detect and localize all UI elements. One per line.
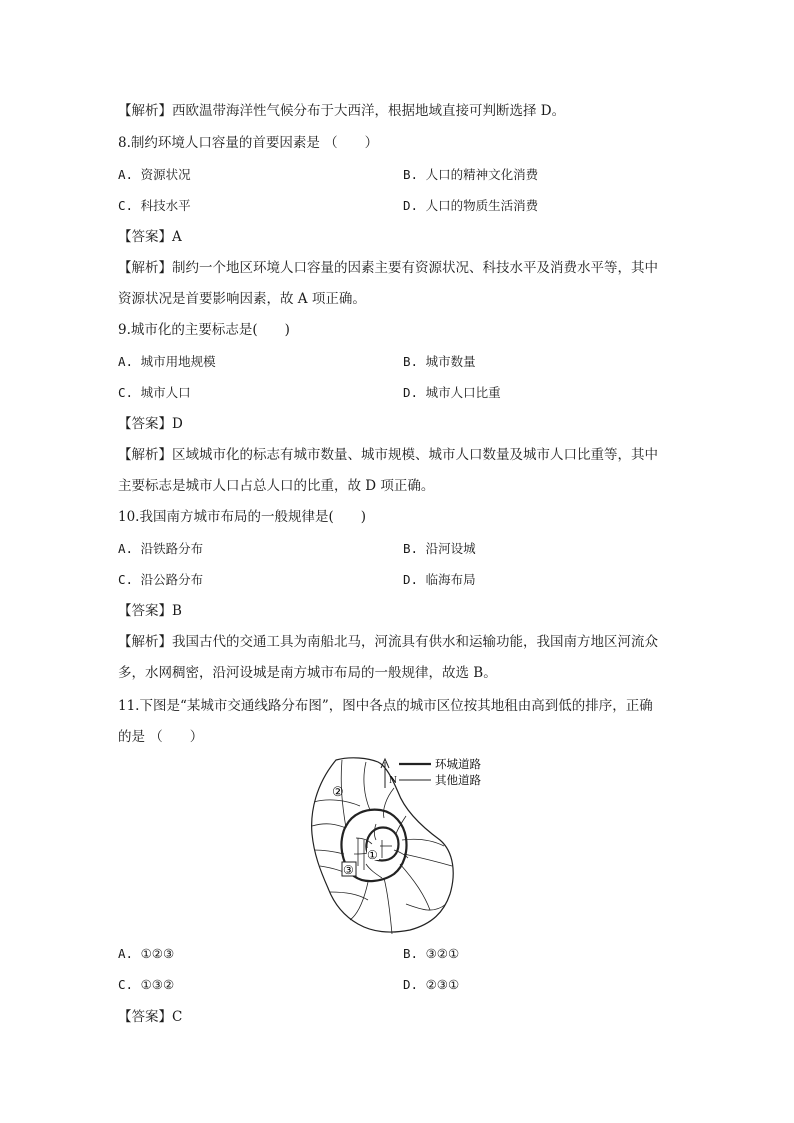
q9-stem: 9.城市化的主要标志是( ) — [118, 322, 290, 338]
q8-analysis-line1: 【解析】制约一个地区环境人口容量的因素主要有资源状况、科技水平及消费水平等，其中 — [118, 260, 658, 276]
q8-option-d: D. 人口的物质生活消费 — [403, 198, 539, 213]
north-arrow-icon — [381, 759, 389, 788]
q11-answer: 【答案】C — [118, 1009, 183, 1025]
map-point-2: ② — [332, 785, 344, 800]
q8-option-c: C. 科技水平 — [118, 198, 191, 213]
q8-option-b: B. 人口的精神文化消费 — [403, 167, 539, 182]
legend-ring-road-label: 环城道路 — [435, 757, 481, 771]
q11-stem-line2: 的是 （ ） — [118, 729, 204, 745]
map-point-3: ③ — [343, 863, 354, 877]
legend-other-road-label: 其他道路 — [435, 773, 481, 787]
q10-analysis-line2: 多，水网稠密，沿河设城是南方城市布局的一般规律，故选 B。 — [118, 665, 497, 681]
q8-analysis-line2: 资源状况是首要影响因素，故 A 项正确。 — [118, 291, 366, 307]
q8-stem: 8.制约环境人口容量的首要因素是 （ ） — [118, 135, 379, 151]
q9-answer: 【答案】D — [118, 416, 183, 432]
q8-option-a: A. 资源状况 — [118, 167, 191, 182]
q10-option-d: D. 临海布局 — [403, 572, 476, 587]
q11-option-d: D. ②③① — [403, 977, 460, 992]
q9-analysis-line2: 主要标志是城市人口占总人口的比重，故 D 项正确。 — [118, 478, 435, 494]
q10-answer: 【答案】B — [118, 603, 182, 619]
q9-option-b: B. 城市数量 — [403, 354, 476, 369]
map-point-1: ① — [367, 848, 378, 862]
q9-option-a: A. 城市用地规模 — [118, 354, 216, 369]
q10-option-b: B. 沿河设城 — [403, 541, 476, 556]
q10-option-c: C. 沿公路分布 — [118, 572, 204, 587]
q10-stem: 10.我国南方城市布局的一般规律是( ) — [118, 509, 367, 525]
q11-stem-line1: 11.下图是“某城市交通线路分布图”，图中各点的城市区位按其地租由高到低的排序，正确 — [118, 698, 653, 714]
q11-option-a: A. ①②③ — [118, 946, 175, 961]
q9-option-d: D. 城市人口比重 — [403, 385, 501, 400]
q8-answer: 【答案】A — [118, 229, 182, 245]
q10-analysis-line1: 【解析】我国古代的交通工具为南船北马，河流具有供水和运输功能，我国南方地区河流众 — [118, 634, 658, 650]
q9-option-c: C. 城市人口 — [118, 385, 191, 400]
q7-analysis: 【解析】西欧温带海洋性气候分布于大西洋，根据地域直接可判断选择 D。 — [118, 103, 566, 119]
north-label: N — [389, 774, 397, 786]
q11-option-c: C. ①③② — [118, 977, 175, 992]
q9-analysis-line1: 【解析】区域城市化的标志有城市数量、城市规模、城市人口数量及城市人口比重等，其中 — [118, 447, 658, 463]
city-boundary — [312, 758, 454, 932]
q11-option-b: B. ③②① — [403, 946, 460, 961]
q10-option-a: A. 沿铁路分布 — [118, 541, 204, 556]
city-traffic-map — [306, 754, 486, 936]
